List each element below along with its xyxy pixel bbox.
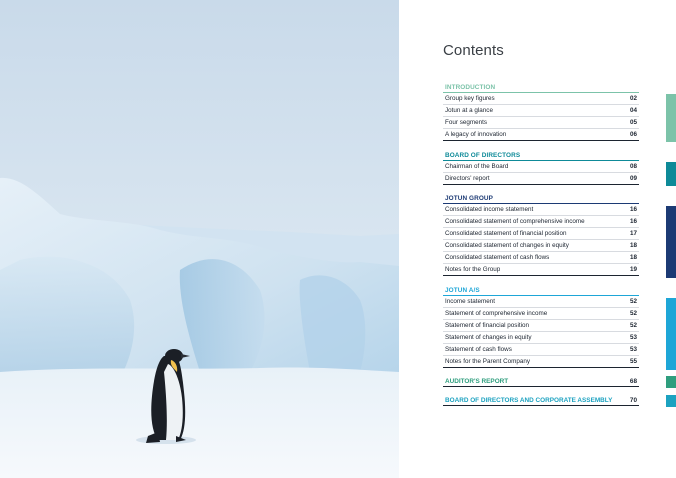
toc-entry[interactable] xyxy=(443,320,639,332)
section-jotun-group xyxy=(443,194,639,276)
section-tab-jotun-as[interactable] xyxy=(666,298,676,370)
toc-entry[interactable] xyxy=(443,105,639,117)
section-introduction xyxy=(443,83,639,141)
toc-label: Income statement xyxy=(445,298,496,305)
toc-page: 18 xyxy=(629,242,637,249)
toc-entry[interactable] xyxy=(443,117,639,129)
toc-page: 05 xyxy=(629,119,637,126)
toc-entry[interactable] xyxy=(443,161,639,173)
toc-label: Statement of changes in equity xyxy=(445,334,532,341)
toc-page: 53 xyxy=(629,346,637,353)
toc-entry[interactable] xyxy=(443,240,639,252)
toc-label: Consolidated statement of financial position xyxy=(445,230,567,237)
toc-entry[interactable] xyxy=(443,228,639,240)
toc-label: Statement of comprehensive income xyxy=(445,310,548,317)
toc-label: Chairman of the Board xyxy=(445,163,509,170)
toc-page: 68 xyxy=(629,378,637,385)
section-heading: BOARD OF DIRECTORS xyxy=(445,152,521,159)
section-tab-auditor[interactable] xyxy=(666,376,676,388)
toc-page: 04 xyxy=(629,107,637,114)
toc-label: Consolidated statement of comprehensive income xyxy=(445,218,585,225)
toc-label: BOARD OF DIRECTORS AND CORPORATE ASSEMBLY xyxy=(445,397,613,404)
toc-page: 08 xyxy=(629,163,637,170)
toc-entry[interactable] xyxy=(443,93,639,105)
toc-page: 09 xyxy=(629,175,637,182)
toc-page: 55 xyxy=(629,358,637,365)
toc-label: Four segments xyxy=(445,119,487,126)
toc-page: 17 xyxy=(629,230,637,237)
toc-page: 19 xyxy=(629,266,637,273)
toc-page: 70 xyxy=(629,397,637,404)
section-tab-group[interactable] xyxy=(666,206,676,278)
section-heading: JOTUN A/S xyxy=(445,287,480,294)
toc-page: 16 xyxy=(629,206,637,213)
toc-entry[interactable] xyxy=(443,173,639,185)
section-jotun-as xyxy=(443,286,639,368)
toc-entry[interactable] xyxy=(443,332,639,344)
toc-label: Notes for the Parent Company xyxy=(445,358,531,365)
toc-entry-auditors-report[interactable] xyxy=(443,377,639,387)
toc-page: 18 xyxy=(629,254,637,261)
toc-label: A legacy of innovation xyxy=(445,131,507,138)
toc-label: Statement of financial position xyxy=(445,322,530,329)
toc-entry-corporate-assembly[interactable] xyxy=(443,396,639,406)
toc-label: Consolidated statement of cash flows xyxy=(445,254,550,261)
toc-page: 02 xyxy=(629,95,637,102)
toc-entry[interactable] xyxy=(443,216,639,228)
toc-page: 53 xyxy=(629,334,637,341)
section-heading: INTRODUCTION xyxy=(445,84,496,91)
toc-label: AUDITOR'S REPORT xyxy=(445,378,509,385)
section-board-of-directors xyxy=(443,151,639,185)
toc-label: Directors' report xyxy=(445,175,490,182)
toc-page: 52 xyxy=(629,298,637,305)
toc-entry[interactable] xyxy=(443,308,639,320)
toc-label: Jotun at a glance xyxy=(445,107,493,114)
toc-page: 52 xyxy=(629,310,637,317)
toc-entry[interactable] xyxy=(443,252,639,264)
toc-entry[interactable] xyxy=(443,204,639,216)
toc-label: Consolidated income statement xyxy=(445,206,534,213)
section-tab-board[interactable] xyxy=(666,162,676,186)
toc-page: 52 xyxy=(629,322,637,329)
toc-label: Consolidated statement of changes in equity xyxy=(445,242,569,249)
section-tab-corporate[interactable] xyxy=(666,395,676,407)
toc-entry[interactable] xyxy=(443,296,639,308)
toc-label: Statement of cash flows xyxy=(445,346,512,353)
toc-page: 06 xyxy=(629,131,637,138)
section-tab-introduction[interactable] xyxy=(666,94,676,142)
toc-entry[interactable] xyxy=(443,356,639,368)
toc-label: Group key figures xyxy=(445,95,495,102)
toc-entry[interactable] xyxy=(443,264,639,276)
toc-label: Notes for the Group xyxy=(445,266,501,273)
section-heading: JOTUN GROUP xyxy=(445,195,493,202)
toc-page: 16 xyxy=(629,218,637,225)
page-title: Contents xyxy=(443,42,504,59)
toc-entry[interactable] xyxy=(443,129,639,141)
toc-entry[interactable] xyxy=(443,344,639,356)
